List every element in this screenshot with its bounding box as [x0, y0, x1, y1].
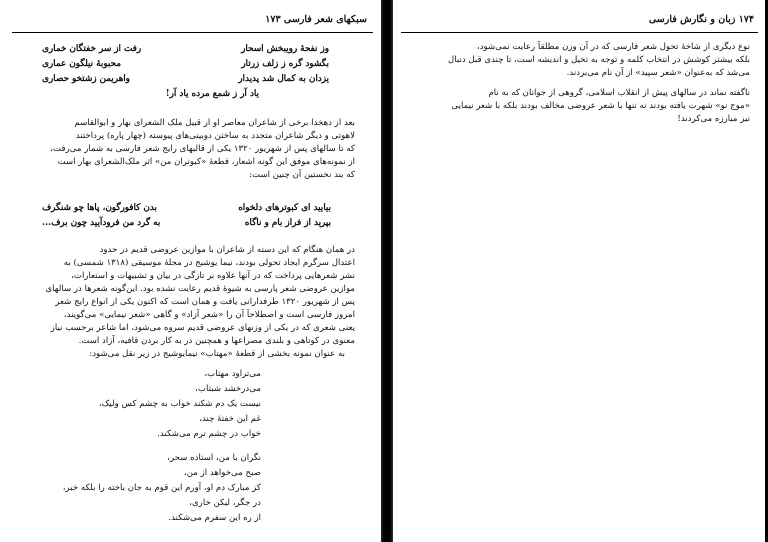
- paragraph-line: در همان هنگام که این دسته از شاعران با موازین عروضی قدیم در حدود: [99, 245, 355, 255]
- poem-line: صبح می‌خواهد از من،: [183, 468, 261, 478]
- paragraph-line: امروز فارسی است و اصطلاحاً آن را «شعر آزاد» و گاهی «شعر نیمایی» می‌گویند،: [63, 310, 355, 320]
- poem-hemistich: یزدان به کمال شد پدیدار: [238, 74, 329, 84]
- poem-line: می‌تراود مهتاب،: [204, 369, 261, 379]
- paragraph-line: معنوی در کوتاهی و بلندی مصراعها و همچنین در به کار بردن قافیه، آزاد است.: [78, 336, 355, 346]
- header-rule: [12, 32, 373, 33]
- poem-hemistich: وز نفحهٔ رویبخش اسحار: [241, 44, 329, 54]
- header-rule: [401, 32, 758, 33]
- right-page: [393, 0, 768, 542]
- paragraph-line: نیز مبارزه می‌کردند!: [677, 114, 750, 124]
- poem-line: کز مبارک دم او، آورم این قوم به جان باخته را بلکه خبر،: [62, 483, 261, 493]
- paragraph-line: پس از شهریور ۱۳۲۰ طرفدارانی یافت و همان است که اکنون یکی از انواع رایج شعر: [55, 297, 355, 307]
- paragraph-line: لاهوتی و دیگر شاعران متجدد به ساختن دوبیتی‌های پیوسته (چهار پاره) پرداختند: [75, 131, 355, 141]
- paragraph-line: بعد از دهخدا برخی از شاعران معاصر او از قبیل ملک الشعرای بهار و ابوالقاسم: [74, 118, 355, 128]
- paragraph-line: بلکه بیشتر کوشش در انتخاب کلمه و توجه به تخیل و اندیشه است، تا چندی قبل دنبال: [448, 55, 750, 65]
- paragraph-line: که تا سالهای پس از شهریور ۱۳۲۰ یکی از قالبهای رایج شعر فارسی به شمار می‌رفت،: [50, 144, 355, 154]
- paragraph-line: که بند نخستین آن چنین است:: [249, 170, 355, 180]
- poem-hemistich: بدن کافورگون، پاها چو شنگرف: [42, 203, 157, 213]
- paragraph-line: نوع دیگری از شاخهٔ تحول شعر فارسی که در آن وزن مطلقاً رعایت نمی‌شود،: [476, 42, 750, 52]
- poem-line: می‌درخشد شبتاب،: [195, 384, 261, 394]
- poem-last-line: یاد آر ز شمع مرده یاد آر!: [165, 89, 259, 99]
- paragraph-line: به عنوان نمونه بخشی از قطعهٔ «مهتاب» نیمایوشیج در زیر نقل می‌شود:: [89, 349, 345, 359]
- paragraph-line: نشر شعرهایی پرداخت که در آنها علاوه بر تازگی در بیان و تشبیهات و استعارات،: [71, 271, 355, 281]
- poem-line: غم این خفتهٔ چند،: [199, 414, 261, 424]
- poem-line: خواب در چشم ترم می‌شکند.: [157, 429, 261, 439]
- poem-line: نگران با من، استاده سحر،: [167, 453, 261, 463]
- poem-line: از ره این سفرم می‌شکند.: [168, 513, 261, 523]
- book-gutter: [381, 0, 393, 542]
- poem-hemistich: بیایید ای کبوترهای دلخواه: [238, 203, 331, 213]
- poem-hemistich: بگشود گره ز زلف زرتار: [241, 59, 329, 69]
- paragraph-line: یعنی شعری که در یکی از وزنهای عروضی قدیم سروه می‌شود، اما شاعر برحسب نیاز: [50, 323, 355, 333]
- poem-hemistich: واهریمن زشتخو حصاری: [42, 74, 130, 84]
- paragraph-line: موازین عروضی شعر پارسی به شیوهٔ قدیم رعایت نشده بود. این‌گونه شعرها در سالهای: [45, 284, 355, 294]
- poem-hemistich: محبوبهٔ نیلگون عماری: [42, 59, 121, 69]
- page-header-title: سبکهای شعر فارسی ۱۷۳: [265, 14, 367, 25]
- poem-line: نیست یک دم شکند خواب به چشم کس ولیک،: [98, 399, 261, 409]
- page-header-title: ۱۷۴ زبان و نگارش فارسی: [648, 14, 754, 25]
- left-page: [0, 0, 381, 542]
- paragraph-line: می‌شد که به‌عنوان «شعر سپید» از آن نام می‌بردند.: [566, 68, 750, 78]
- poem-hemistich: بپرید از فراز بام و ناگاه: [244, 218, 331, 228]
- poem-hemistich: رفت از سر خفتگان خماری: [42, 44, 142, 54]
- paragraph-line: اعتدال سرگرم ایجاد تحولی بودند، نیما یوشیج در مجلهٔ موسیقی (۱۳۱۸ شمسی) به: [63, 258, 355, 268]
- paragraph-line: ناگفته نماند در سالهای پیش از انقلاب اسلامی، گروهی از جوانان که به نام: [488, 88, 750, 98]
- poem-hemistich: به گرد من فرودآیید چون برف...: [42, 218, 161, 228]
- poem-line: در جگر، لیکن خاری،: [189, 498, 261, 508]
- paragraph-line: از نمونه‌های موفق این گونه اشعار، قطعهٔ «کبوتران من» اثر ملک‌الشعرای بهار است: [57, 157, 355, 167]
- paragraph-line: «موج نو» شهرت یافته بودند نه تنها با شعر عروضی مخالف بودند بلکه با شعر نیمایی: [451, 101, 750, 111]
